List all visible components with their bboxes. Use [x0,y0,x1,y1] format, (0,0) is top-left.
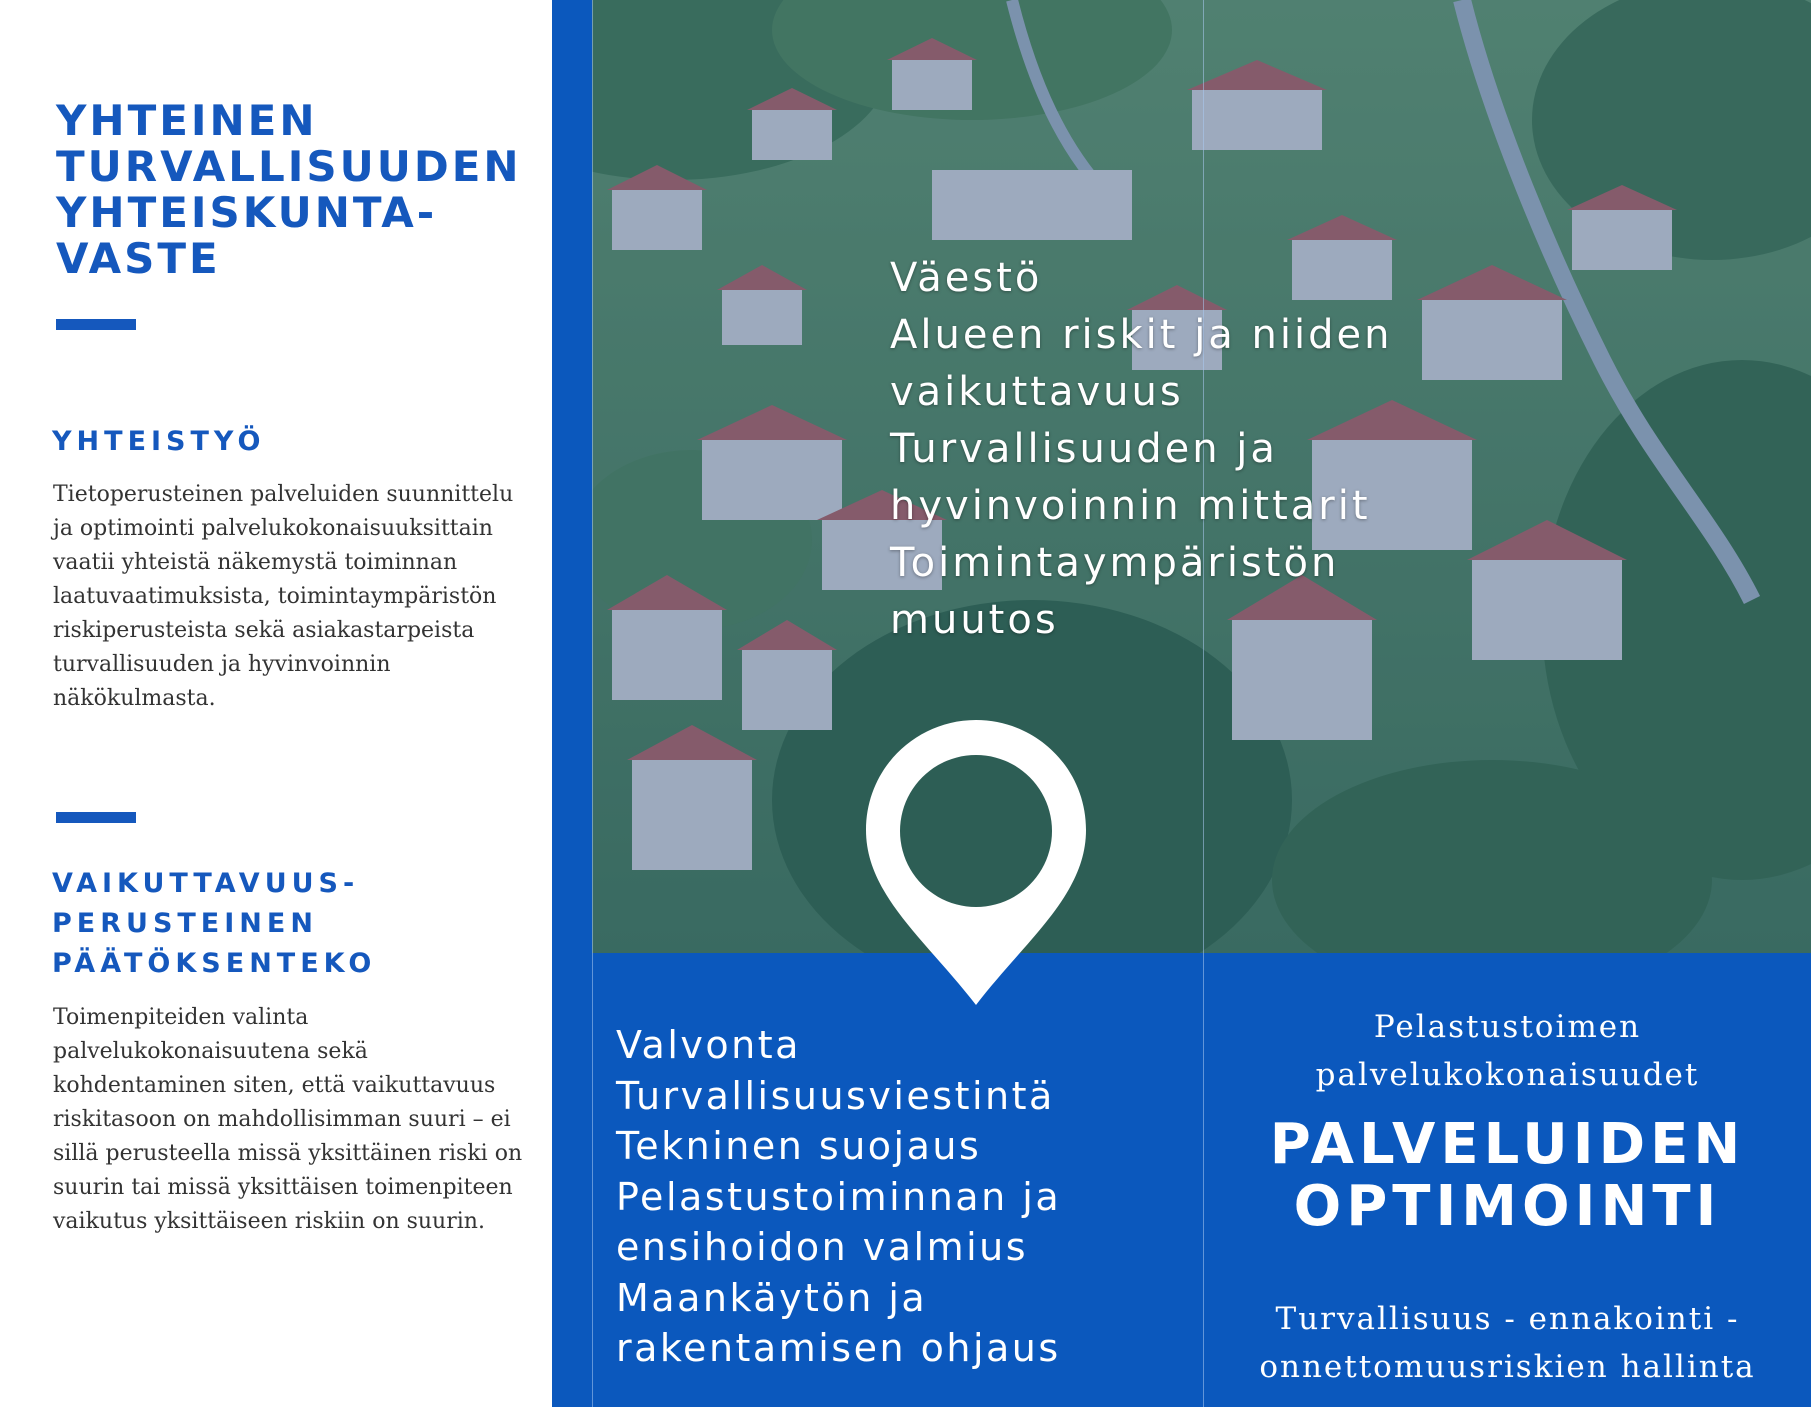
section-heading-line: PERUSTEINEN [52,908,318,939]
location-pin-icon [866,720,1086,1010]
subtitle-line: palvelukokonaisuudet [1315,1057,1700,1093]
right-panel-footer [1204,1295,1811,1391]
photo-overlay-list [890,250,1490,649]
photo-overlay-item: Turvallisuuden ja hyvinvoinnin mittarit [890,426,1371,529]
main-title-line: TURVALLISUUDEN [56,142,522,191]
service-list-item: Maankäytön ja rakentamisen ohjaus [616,1275,1061,1370]
photo-overlay-item: Toimintaympäristön muutos [890,540,1340,643]
main-title-line: YHTEINEN [56,96,318,145]
service-list-item: Turvallisuusviestintä [616,1073,1055,1118]
left-panel [0,0,552,1407]
section-heading-yhteistyo [52,422,265,462]
service-list [616,1020,1216,1374]
divider-bar [56,319,136,330]
right-panel-subtitle [1204,1003,1811,1099]
service-list-item: Valvonta [616,1023,801,1067]
divider-bar [56,812,136,823]
title-line: PALVELUIDEN [1269,1112,1746,1177]
section-heading-vaikuttavuus [52,864,376,984]
section-text-vaikuttavuus: Toimenpiteiden valinta palvelukokonaisuutena sekä kohdentaminen siten, että vaikuttavuus riskitasoon on mahdollisimman suuri – ei sillä perusteella missä yksittäinen riski on suurin tai missä yksittäisen toimenpiteen vaikutus yksittäiseen riskiin on suurin. [53,1005,523,1234]
footer-line: Turvallisuus - ennakointi - [1275,1301,1740,1337]
section-heading-line: VAIKUTTAVUUS- [52,868,360,899]
subtitle-line: Pelastustoimen [1373,1009,1642,1045]
right-panel-title [1204,1114,1811,1238]
section-text-yhteistyo: Tietoperusteinen palveluiden suunnittelu ja optimointi palvelukokonaisuuksittain vaatii yhteistä näkemystä toiminnan laatuvaatimuksista, toimintaympäristön riskiperusteista sekä asiakastarpeista turvallisuuden ja hyvinvoinnin näkökulmasta. [53,482,514,711]
photo-overlay-item: Väestö [890,255,1043,301]
fold-line [592,0,593,1407]
section-heading-line: PÄÄTÖKSENTEKO [52,948,377,979]
main-title [56,98,536,282]
service-list-item: Pelastustoiminnan ja ensihoidon valmius [616,1174,1062,1269]
service-list-item: Tekninen suojaus [616,1124,982,1168]
main-title-line: YHTEISKUNTA- [56,188,438,237]
section-heading-line: YHTEISTYÖ [52,426,266,457]
main-title-line: VASTE [56,234,221,283]
footer-line: onnettomuusriskien hallinta [1259,1349,1756,1385]
title-line: OPTIMOINTI [1293,1174,1722,1239]
photo-overlay-item: Alueen riskit ja niiden vaikuttavuus [890,312,1393,415]
